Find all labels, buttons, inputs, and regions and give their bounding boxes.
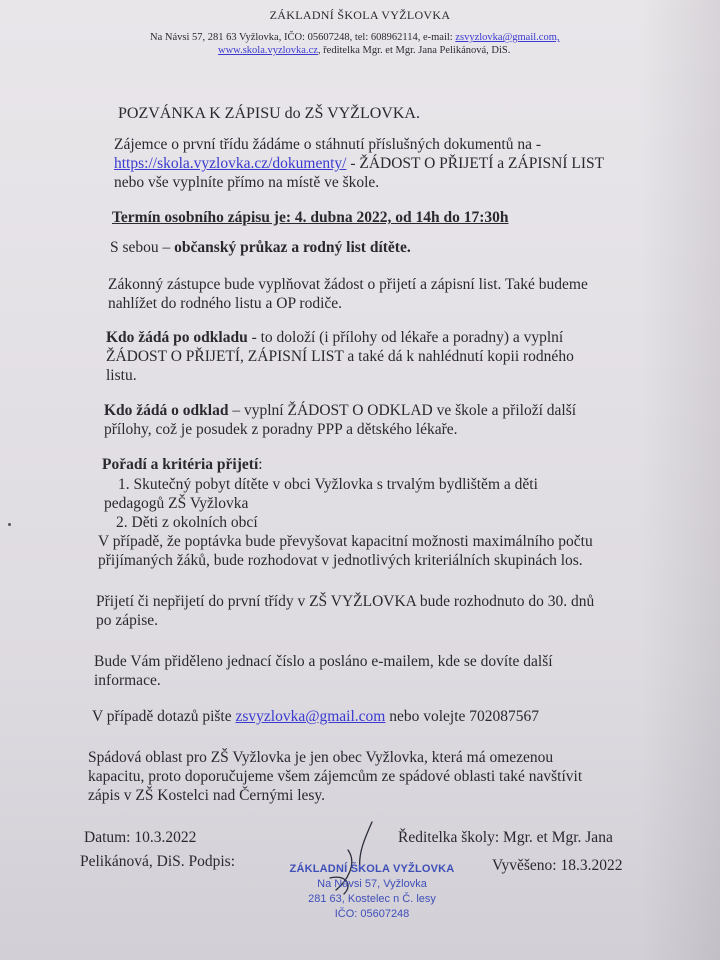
page-title: POZVÁNKA K ZÁPISU do ZŠ VYŽLOVKA.: [118, 105, 420, 122]
criteria-note-line-1: V případě, že poptávka bude převyšovat kapacitní možnosti maximálního počtu: [98, 533, 593, 550]
header-email-link[interactable]: zsvyzlovka@gmail.com,: [455, 32, 560, 43]
intro-line-2: [114, 154, 694, 173]
contact-email-link[interactable]: zsvyzlovka@gmail.com: [235, 708, 386, 725]
guardian-paragraph: [108, 275, 698, 313]
footer-date: Datum: 10.3.2022: [84, 829, 197, 846]
intro-line-3: nebo vše vyplníte přímo na místě ve škole.: [114, 174, 380, 191]
deferral-heading: Kdo žádá o odklad: [104, 402, 229, 419]
paper-speck: [8, 523, 11, 526]
stamp-line-2: 281 63, Kostelec n Č. lesy: [308, 893, 436, 905]
postponed-line-3: listu.: [106, 367, 137, 384]
criteria-heading-text: Pořadí a kritéria přijetí: [102, 456, 259, 473]
documents-link[interactable]: https://skola.vyzlovka.cz/dokumenty/: [114, 155, 347, 172]
decision-line-2: po zápise.: [96, 612, 158, 629]
criteria-item-1: [104, 475, 708, 513]
criteria-note-line-2: přijímaných žáků, bude rozhodovat v jednotlivých kriteriálních skupinách los.: [98, 552, 583, 569]
postponed-line-2: ŽÁDOST O PŘIJETÍ, ZÁPISNÍ LIST a také dá k nahlédnutí kopii rodného: [106, 348, 574, 365]
stamp-title: ZÁKLADNÍ ŠKOLA VYŽLOVKA: [289, 863, 455, 875]
header-web: [218, 45, 720, 56]
criteria-item-2: 2. Děti z okolních obcí: [116, 514, 258, 531]
header-web-link[interactable]: www.skola.vyzlovka.cz: [218, 45, 318, 56]
stamp-line-1: Na Návsi 57, Vyžlovka: [317, 878, 427, 890]
deferral-line-1-rest: – vyplní ŽÁDOST O ODKLAD ve škole a přiloží další: [228, 402, 577, 419]
deferral-line-2: přílohy, což je posudek z poradny PPP a dětského lékaře.: [104, 421, 458, 438]
postponed-line-1-rest: - to doloží (i přílohy od lékaře a poradny) a vyplní: [247, 329, 564, 346]
criteria-note: [98, 532, 708, 570]
intro-paragraph: [114, 135, 694, 192]
footer-signature-label: Pelikánová, DiS. Podpis:: [80, 853, 236, 870]
contact-suffix: nebo volejte 702087567: [385, 708, 540, 725]
catchment-paragraph: [88, 748, 708, 805]
bring-paragraph: [110, 238, 690, 257]
bring-documents: občanský průkaz a rodný list dítěte.: [174, 239, 411, 256]
school-name: ZÁKLADNÍ ŠKOLA VYŽLOVKA: [269, 8, 451, 22]
criteria-heading: [102, 455, 702, 474]
catchment-line-3: zápis v ZŠ Kostelci nad Černými lesy.: [88, 787, 326, 804]
bring-prefix: S sebou –: [110, 239, 175, 256]
footer-posted-date: Vyvěšeno: 18.3.2022: [492, 857, 623, 874]
postponed-line-1: [106, 328, 696, 347]
postponed-heading: Kdo žádá po odkladu: [106, 329, 248, 346]
intro-line-1: Zájemce o první třídu žádáme o stáhnutí příslušných dokumentů na -: [114, 136, 541, 153]
stamp-line-3: IČO: 05607248: [334, 908, 410, 920]
number-line-1: Bude Vám přiděleno jednací číslo a posláno e-mailem, kde se dovíte další: [94, 653, 553, 670]
catchment-line-1: Spádová oblast pro ZŠ Vyžlovka je jen obec Vyžlovka, která má omezenou: [88, 749, 554, 766]
postponed-paragraph: [106, 328, 696, 385]
school-stamp: [282, 862, 462, 922]
guardian-line-1: Zákonný zástupce bude vyplňovat žádost o přijetí a zápisní list. Také budeme: [108, 276, 588, 293]
guardian-line-2: nahlížet do rodného listu a OP rodiče.: [108, 295, 343, 312]
header-address: [150, 32, 670, 43]
header-address-text: Na Návsi 57, 281 63 Vyžlovka, IČO: 05607248, tel: 608962114, e-mail:: [150, 32, 453, 43]
decision-line-1: Přijetí či nepřijetí do první třídy v ZŠ VYŽLOVKA bude rozhodnuto do 30. dnů: [96, 593, 595, 610]
criteria-heading-colon: :: [258, 456, 263, 473]
deferral-line-1: [104, 401, 704, 420]
deferral-paragraph: [104, 401, 704, 439]
footer-director: Ředitelka školy: Mgr. et Mgr. Jana: [398, 829, 613, 846]
number-line-2: informace.: [94, 672, 161, 689]
criteria-item-1-line-1: 1. Skutečný pobyt dítěte v obci Vyžlovka s trvalým bydlištěm a děti: [118, 476, 538, 493]
enrollment-term: Termín osobního zápisu je: 4. dubna 2022, od 14h do 17:30h: [112, 209, 509, 226]
contact-paragraph: [92, 707, 707, 726]
contact-prefix: V případě dotazů pište: [92, 708, 236, 725]
decision-paragraph: [96, 592, 711, 630]
intro-line-2-rest: - ŽÁDOST O PŘIJETÍ a ZÁPISNÍ LIST: [346, 155, 605, 172]
number-paragraph: [94, 652, 709, 690]
header-director: , ředitelka Mgr. et Mgr. Jana Pelikánová, DiS.: [317, 45, 511, 56]
catchment-line-2: kapacitu, proto doporučujeme všem zájemcům ze spádové oblasti také navštívit: [88, 768, 583, 785]
criteria-item-1-line-2: pedagogů ZŠ Vyžlovka: [104, 495, 249, 512]
